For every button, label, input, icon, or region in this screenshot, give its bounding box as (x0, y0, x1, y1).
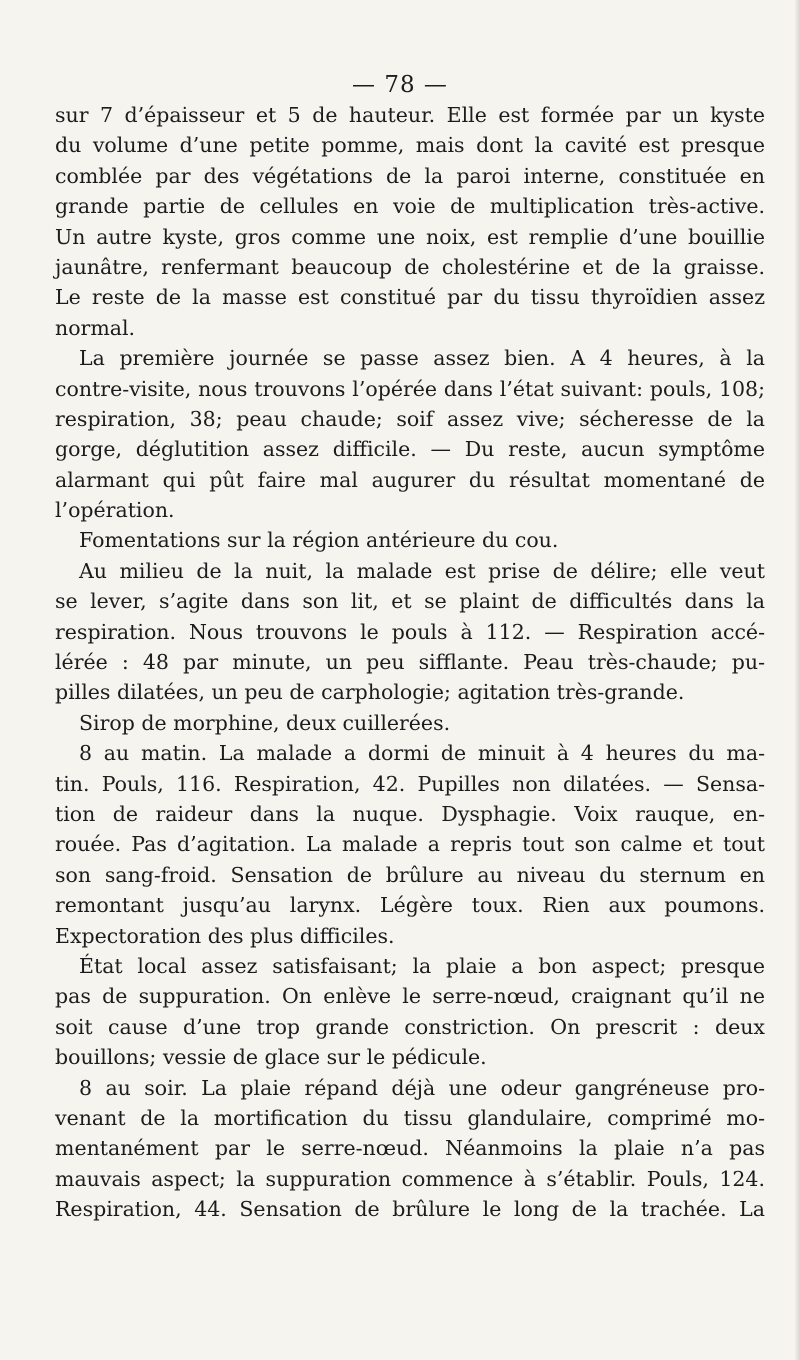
text-line: tion de raideur dans la nuque. Dysphagie. Voix rauque, en- (55, 801, 765, 826)
text-line: son sang-froid. Sensation de brûlure au niveau du sternum en (55, 862, 765, 887)
text-line: Au milieu de la nuit, la malade est prise de délire; elle veut (79, 558, 765, 583)
text-line: respiration, 38; peau chaude; soif assez vive; sécheresse de la (55, 406, 765, 431)
text-line: Respiration, 44. Sensation de brûlure le long de la trachée. La (55, 1197, 765, 1222)
text-line: lérée : 48 par minute, un peu sifflante. Peau très-chaude; pu- (55, 650, 765, 675)
text-line: Le reste de la masse est constitué par du tissu thyroïdien assez (55, 285, 765, 310)
text-line: normal. (55, 315, 136, 340)
text-line: Expectoration des plus difficiles. (55, 923, 395, 948)
text-line: tin. Pouls, 116. Respiration, 42. Pupilles non dilatées. — Sensa- (55, 771, 765, 796)
text-line: l’opération. (55, 498, 175, 523)
text-line: Un autre kyste, gros comme une noix, est remplie d’une bouillie (55, 224, 765, 249)
text-line: soit cause d’une trop grande constriction. On prescrit : deux (55, 1014, 765, 1039)
text-line: mentanément par le serre-nœud. Néanmoins la plaie n’a pas (55, 1136, 765, 1161)
text-line: jaunâtre, renfermant beaucoup de cholestérine et de la graisse. (55, 254, 765, 279)
page-edge-shadow (794, 0, 800, 1360)
text-line: contre-visite, nous trouvons l’opérée dans l’état suivant: pouls, 108; (55, 376, 765, 401)
text-line: venant de la mortification du tissu glandulaire, comprimé mo- (55, 1105, 765, 1130)
text-line: remontant jusqu’au larynx. Légère toux. Rien aux poumons. (55, 893, 765, 918)
text-line: pilles dilatées, un peu de carphologie; agitation très-grande. (55, 680, 685, 705)
page-number: — 78 — (352, 72, 448, 98)
text-line: respiration. Nous trouvons le pouls à 112. — Respiration accé- (55, 619, 765, 644)
text-line: 8 au matin. La malade a dormi de minuit à 4 heures du ma- (79, 741, 765, 766)
text-line: Fomentations sur la région antérieure du cou. (79, 528, 559, 553)
text-line: sur 7 d’épaisseur et 5 de hauteur. Elle est formée par un kyste (55, 103, 765, 127)
text-line: pas de suppuration. On enlève le serre-nœud, craignant qu’il ne (55, 984, 765, 1009)
text-line: 8 au soir. La plaie répand déjà une odeur gangréneuse pro- (79, 1075, 765, 1100)
text-line: se lever, s’agite dans son lit, et se plaint de difficultés dans la (55, 589, 765, 614)
text-line: du volume d’une petite pomme, mais dont la cavité est presque (55, 133, 765, 158)
text-line: alarmant qui pût faire mal augurer du résultat momentané de (55, 467, 765, 492)
text-line: rouée. Pas d’agitation. La malade a repris tout son calme et tout (55, 832, 765, 857)
text-line: État local assez satisfaisant; la plaie a bon aspect; presque (79, 953, 765, 978)
text-line: Sirop de morphine, deux cuillerées. (79, 710, 451, 735)
text-line: bouillons; vessie de glace sur le pédicule. (55, 1045, 487, 1070)
body-text (55, 100, 765, 1224)
text-line: La première journée se passe assez bien. A 4 heures, à la (79, 346, 765, 371)
text-line: gorge, déglutition assez difficile. — Du reste, aucun symptôme (55, 437, 765, 462)
text-line: grande partie de cellules en voie de multiplication très-active. (55, 194, 765, 219)
text-line: mauvais aspect; la suppuration commence à s’établir. Pouls, 124. (55, 1166, 765, 1191)
text-line: comblée par des végétations de la paroi interne, constituée en (55, 163, 765, 188)
